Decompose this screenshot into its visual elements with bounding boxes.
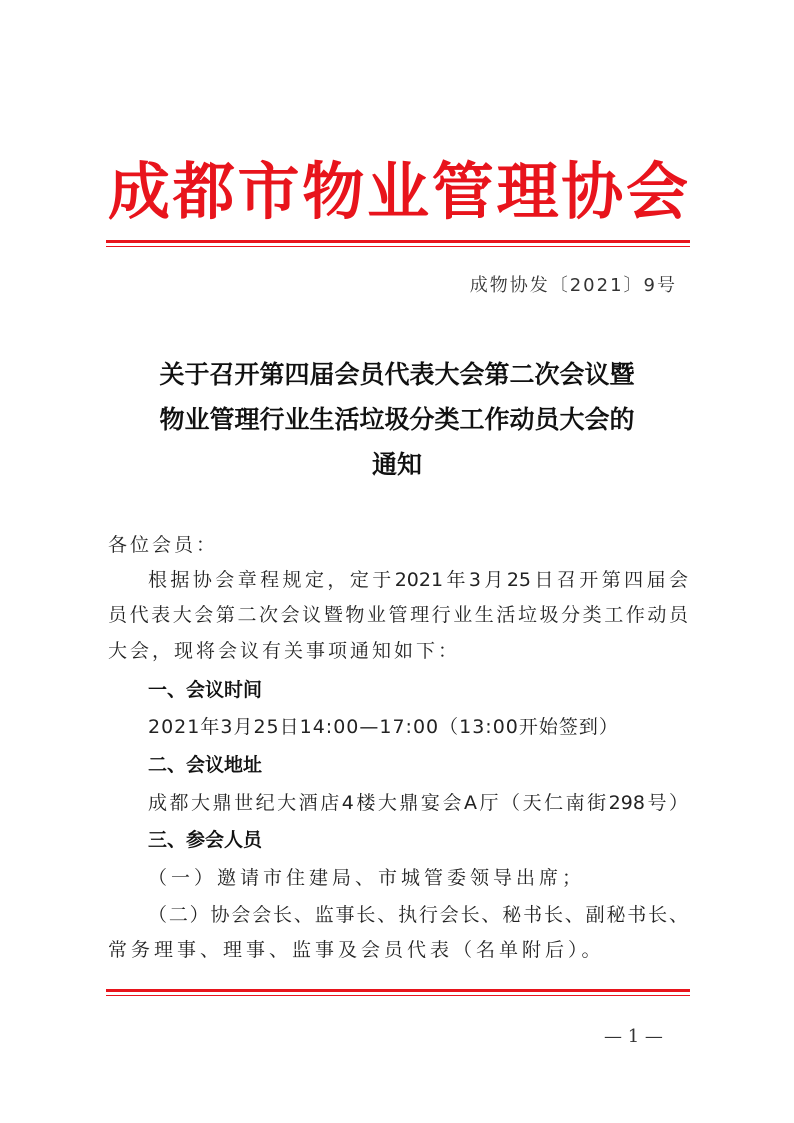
document-title-line: 通知 (371, 450, 422, 479)
document-number: 成物协发〔2021〕9号 (469, 275, 677, 296)
meeting-time: 2021年3月25日14:00—17:00（13:00开始签到） (148, 716, 619, 738)
attendee-item: （一）邀请市住建局、市城管委领导出席； (148, 867, 586, 889)
footer-divider (106, 989, 690, 992)
section-heading: 二、会议地址 (148, 754, 263, 776)
organization-header: 成都市物业管理协会 (108, 155, 688, 228)
footer-divider-thin (106, 995, 690, 996)
paragraph-line: 大会，现将会议有关事项通知如下： (108, 640, 461, 662)
meeting-address: 成都大鼎世纪大酒店4楼大鼎宴会A厅（天仁南街298号） (148, 792, 688, 814)
page-number: — 1 — (604, 1026, 663, 1047)
salutation: 各位会员： (108, 534, 219, 556)
document-title-line: 物业管理行业生活垃圾分类工作动员大会的 (159, 405, 635, 434)
attendee-item: 常务理事、理事、监事及会员代表（名单附后）。 (108, 939, 605, 961)
document-title-line: 关于召开第四届会员代表大会第二次会议暨 (159, 360, 635, 389)
paragraph-line: 根据协会章程规定，定于2021年3月25日召开第四届会 (148, 569, 688, 591)
header-divider (106, 240, 690, 243)
attendee-item: （二）协会会长、监事长、执行会长、秘书长、副秘书长、 (148, 904, 688, 926)
paragraph-line: 员代表大会第二次会议暨物业管理行业生活垃圾分类工作动员 (108, 604, 688, 626)
section-heading: 一、会议时间 (148, 679, 263, 701)
header-divider-thin (106, 246, 690, 247)
section-heading: 三、参会人员 (148, 829, 263, 851)
